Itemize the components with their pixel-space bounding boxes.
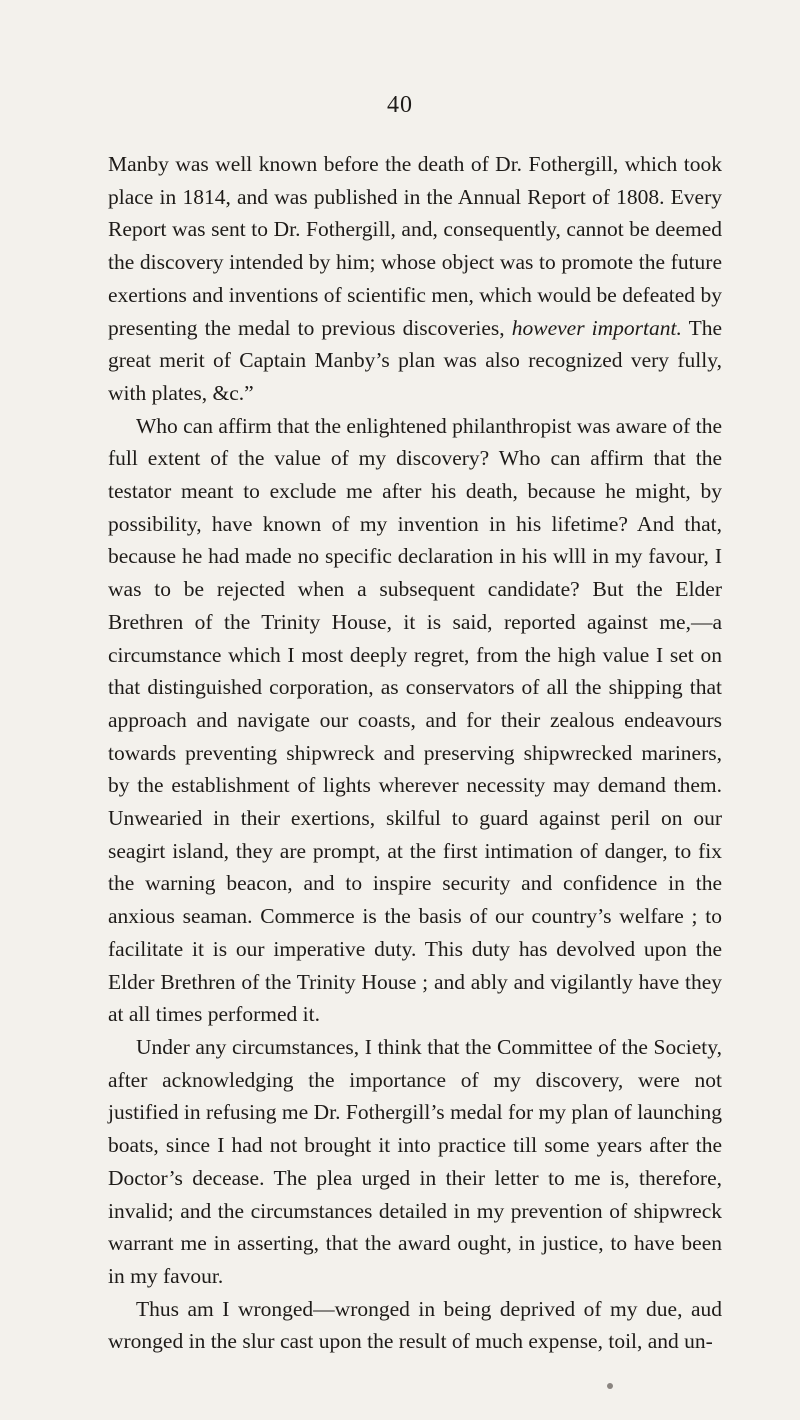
paragraph-1-text-before: Manby was well known before the death of Dr. Fothergill, which took place in 1814, and was published in the Annual Report of 1808. Every Report was sent to Dr. Fothergill, and, consequently, cannot be deemed the discovery intended by him; whose object was to promote the future exertions and inventions of scientific men, which would be defeated by presenting the medal to previous discoveries, [108, 152, 722, 340]
paragraph-2: Who can affirm that the enlightened philanthropist was aware of the full extent of the value of my discovery? Who can affirm that the testator meant to exclude me after his death, because he might, by possibility, have known of my invention in his lifetime? And that, because he had made no specific declaration in his wlll in my favour, I was to be rejected when a subsequent candidate? But the Elder Brethren of the Trinity House, it is said, reported against me,—a circumstance which I most deeply regret, from the high value I set on that distinguished corporation, as conservators of all the shipping that approach and navigate our coasts, and for their zealous endeavours towards preventing shipwreck and preserving shipwrecked mariners, by the establishment of lights wherever necessity may demand them. Unwearied in their exertions, skilful to guard against peril on our seagirt island, they are prompt, at the first intimation of danger, to fix the warning beacon, and to inspire security and confidence in the anxious seaman. Commerce is the basis of our country’s welfare ; to facilitate it is our imperative duty. This duty has devolved upon the Elder Brethren of the Trinity House ; and ably and vigilantly have they at all times performed it. [108, 413, 722, 1027]
paragraph-1-text-after: The great merit of Captain Manby’s plan was also recognized very fully, with plates, &c.” [108, 315, 723, 405]
page-number: 40 [387, 92, 413, 118]
page-body [108, 148, 722, 1358]
paragraph-1-italic-phrase: however important. [511, 315, 682, 340]
paragraph-1 [108, 148, 722, 410]
paragraph-4: Thus am I wronged—wronged in being deprived of my due, aud wronged in the slur cast upon the result of much expense, toil, and un- [108, 1296, 722, 1354]
ink-speck [607, 1383, 613, 1389]
paragraph-3: Under any circumstances, I think that the Committee of the Society, after acknowledging the importance of my discovery, were not justified in refusing me Dr. Fothergill’s medal for my plan of launching boats, since I had not brought it into practice till some years after the Doctor’s decease. The plea urged in their letter to me is, therefore, invalid; and the circumstances detailed in my prevention of shipwreck warrant me in asserting, that the award ought, in justice, to have been in my favour. [108, 1034, 722, 1288]
